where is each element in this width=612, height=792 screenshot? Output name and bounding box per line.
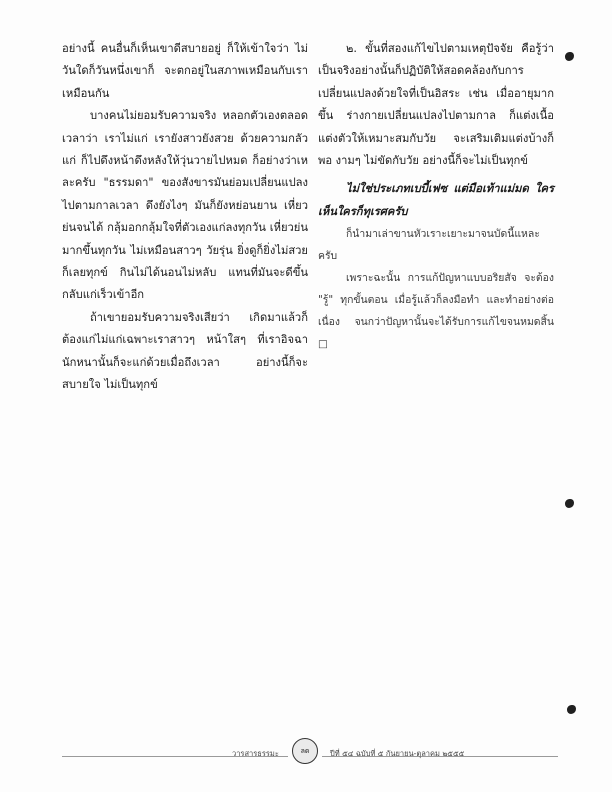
left-paragraph-2: บางคนไม่ยอมรับความจริง หลอกตัวเองตลอดเวลาว่า เราไม่แก่ เรายังสาวยังสวย ด้วยความกลัวแก่ ก็ไปดึงหน้าดึงหลังให้วุ่นวายไปหมด ก็อย่างว่าเหละครับ "ธรรมดา" ของสังขารมันย่อมเปลี่ยนแปลงไปตามกาลเวลา ดึงยังไงๆ มันก็ยังหย่อนยาน เหี่ยวย่นจนได้ กลุ้มอกกลุ้มใจที่ตัวเองแก่ลงทุกวัน เหี่ยวย่นมากขึ้นทุกวัน ไม่เหมือนสาวๆ วัยรุ่น ยิ่งดูก็ยิ่งไม่สวย ก็เลยทุกข์ กินไม่ได้นอนไม่หลับ แทนที่มันจะดีขึ้น กลับแก่เร็วเข้าอีก <box>62 109 308 302</box>
footer-left-label: วารสารธรรมะ <box>232 749 279 758</box>
journal-logo-text: ลด <box>300 746 310 755</box>
binder-hole-mark-bottom <box>567 705 576 714</box>
right-paragraph-1: ๒. ขั้นที่สองแก้ไขไปตามเหตุปัจจัย คือรู้ว่าเป็นจริงอย่างนั้นก็ปฏิบัติให้สอดคล้องกับการเปลี่ยนแปลงด้วยใจที่เป็นอิสระ เช่น เมื่ออายุมากขึ้น ร่างกายเปลี่ยนแปลงไปตามกาล ก็แต่งเนื้อแต่งตัวให้เหมาะสมกับวัย จะเสริมเติมแต่งบ้างก็พอ งามๆ ไม่ขัดกับวัย อย่างนี้ก็จะไม่เป็นทุกข์ <box>318 42 554 168</box>
binder-hole-mark-middle <box>565 499 574 508</box>
journal-logo <box>292 738 318 764</box>
right-paragraph-3 <box>318 267 554 355</box>
left-paragraph-1: อย่างนี้ คนอื่นก็เห็นเขาดีสบายอยู่ ก็ให้เข้าใจว่า ไม่วันใดก็วันหนึ่งเขาก็ จะตกอยู่ในสภาพเหมือนกับเราเหมือนกัน <box>62 42 308 100</box>
left-column <box>62 38 308 397</box>
right-column <box>318 38 554 355</box>
binder-hole-mark-top <box>565 52 574 61</box>
left-paragraph-3: ถ้าเขายอมรับความจริงเสียว่า เกิดมาแล้วก็ต้องแก่ไม่แก่เฉพาะเราสาวๆ หน้าใสๆ ที่เราอิจฉานักหนานั้นก็จะแก่ด้วยเมื่อถึงเวลา อย่างนี้ก็จะสบายใจ ไม่เป็นทุกข์ <box>62 310 308 392</box>
end-mark: □ <box>318 338 328 351</box>
right-paragraph-3-text: เพราะฉะนั้น การแก้ปัญหาแบบอริยสัจ จะต้อง "รู้" ทุกขั้นตอน เมื่อรู้แล้วก็ลงมือทำ และทำอย่างต่อเนื่อง จนกว่าปัญหานั้นจะได้รับการแก้ไขจนหมดสิ้น <box>318 272 554 329</box>
section-heading: ไม่ใช่ประเภทเบบี้เฟซ แต่มือเท้าแม่มด ใครเห็นใครก็ทุเรศครับ <box>318 182 554 218</box>
footer-issue-label: ปีที่ ๕๔ ฉบับที่ ๕ กันยายน-ตุลาคม ๒๕๕๕ <box>330 749 465 758</box>
right-paragraph-2: ก็นำมาเล่าขานหัวเราะเยาะมาจนบัดนี้แหละครับ <box>318 228 540 263</box>
